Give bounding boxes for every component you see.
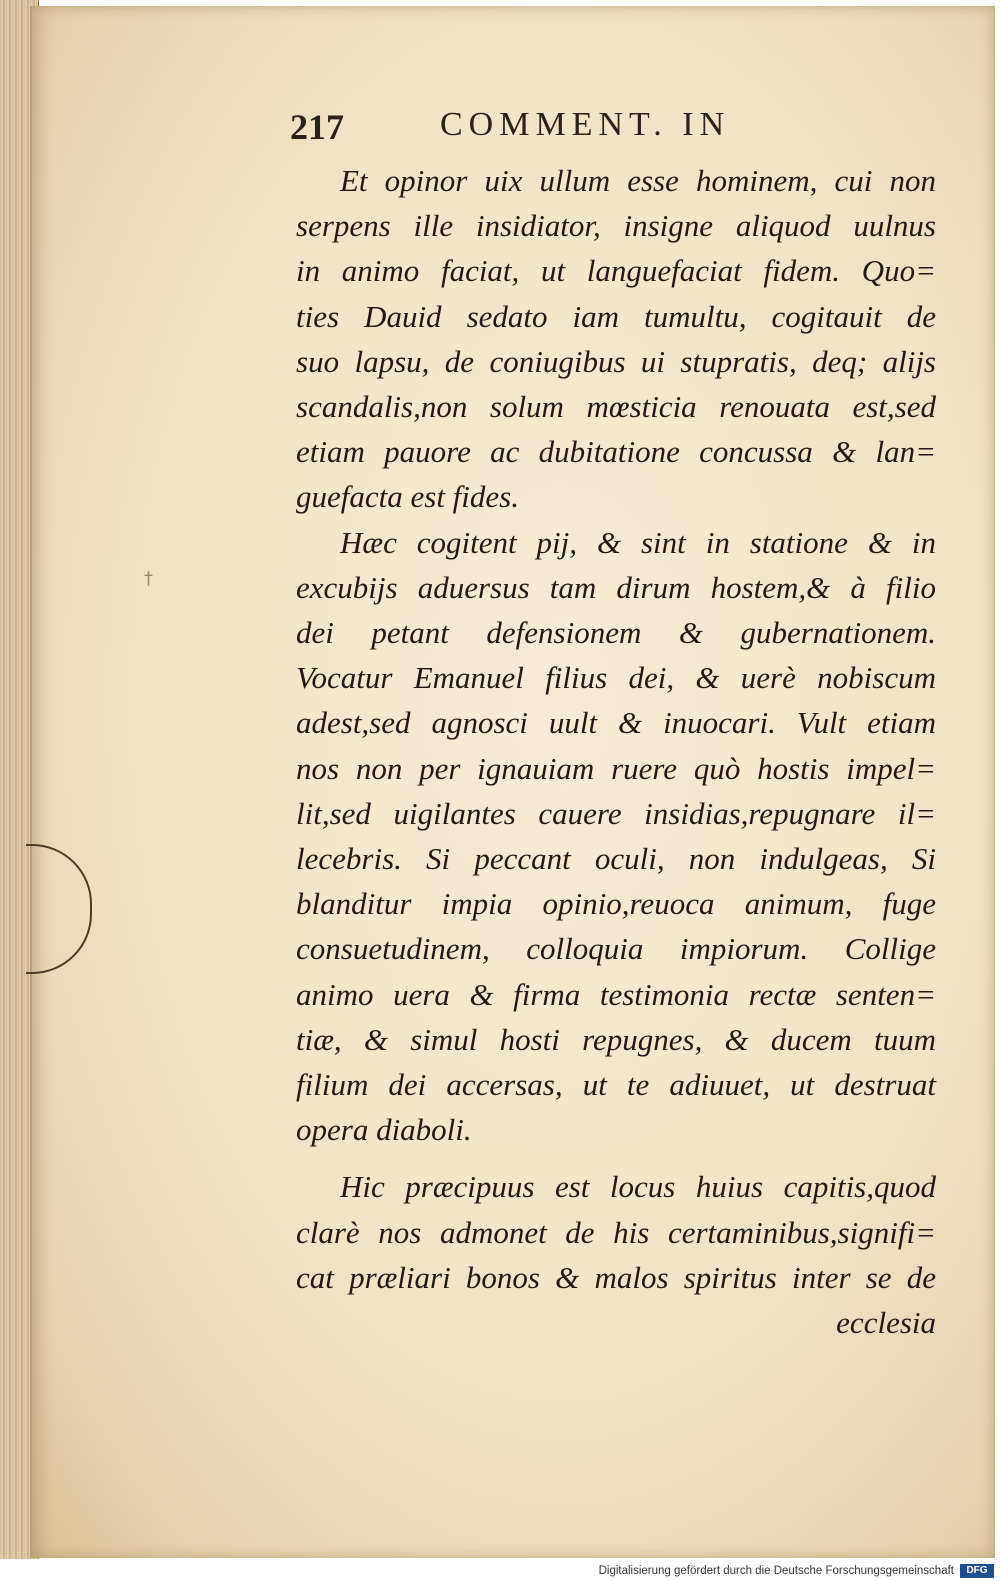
text-line: adest,sed agnosci uult & inuocari. Vult etiam	[296, 705, 936, 741]
text-line: Et opinor uix ullum esse hominem, cui non	[340, 163, 936, 198]
text-line: suo lapsu, de coniugibus ui stupratis, deq; alijs	[296, 343, 936, 379]
clasp-ring-icon	[26, 844, 92, 974]
running-head: COMMENT. IN	[440, 106, 731, 143]
funding-credit: Digitalisierung gefördert durch die Deutsche Forschungsgemeinschaft	[598, 1565, 954, 1577]
text-line: animo uera & firma testimonia rectæ senten=	[296, 976, 936, 1012]
text-line: blanditur impia opinio,reuoca animum, fuge	[296, 886, 936, 922]
text-line: etiam pauore ac dubitatione concussa & lan=	[296, 434, 936, 470]
text-line: opera diaboli.	[296, 1112, 472, 1148]
dfg-logo-icon: DFG	[960, 1564, 994, 1578]
text-line: lit,sed uigilantes cauere insidias,repugnare il=	[296, 795, 936, 831]
page-number: 217	[290, 107, 344, 147]
text-line: Hic præcipuus est locus huius capitis,quod	[340, 1169, 936, 1205]
text-line: guefacta est fides.	[296, 479, 519, 515]
text-line: Hæc cogitent pij, & sint in statione & in	[340, 524, 936, 560]
text-line: excubijs aduersus tam dirum hostem,& à filio	[296, 569, 936, 605]
stray-ink-mark: †	[144, 568, 153, 589]
footer-bar	[0, 1559, 1000, 1581]
text-line: lecebris. Si peccant oculi, non indulgeas, Si	[296, 841, 936, 877]
text-line: clarè nos admonet de his certaminibus,signifi=	[296, 1214, 936, 1250]
text-line: consuetudinem, colloquia impiorum. Collige	[296, 931, 936, 967]
catchword: ecclesia	[836, 1305, 936, 1341]
text-line: cat præliari bonos & malos spiritus inter se de	[296, 1259, 936, 1295]
text-line: ties Dauid sedato iam tumultu, cogitauit de	[296, 298, 936, 334]
text-line: scandalis,non solum mœsticia renouata est,sed	[296, 389, 936, 425]
text-line: filium dei accersas, ut te adiuuet, ut destruat	[296, 1067, 936, 1103]
text-line: dei petant defensionem & gubernationem.	[296, 615, 936, 651]
text-line: serpens ille insidiator, insigne aliquod uulnus	[296, 208, 936, 244]
text-line: nos non per ignauiam ruere quò hostis impel=	[296, 750, 936, 786]
text-line: Vocatur Emanuel filius dei, & uerè nobiscum	[296, 660, 936, 696]
text-line: in animo faciat, ut languefaciat fidem. Quo=	[296, 253, 936, 289]
body-text	[296, 158, 936, 1345]
text-line: tiæ, & simul hosti repugnes, & ducem tuum	[296, 1021, 936, 1057]
